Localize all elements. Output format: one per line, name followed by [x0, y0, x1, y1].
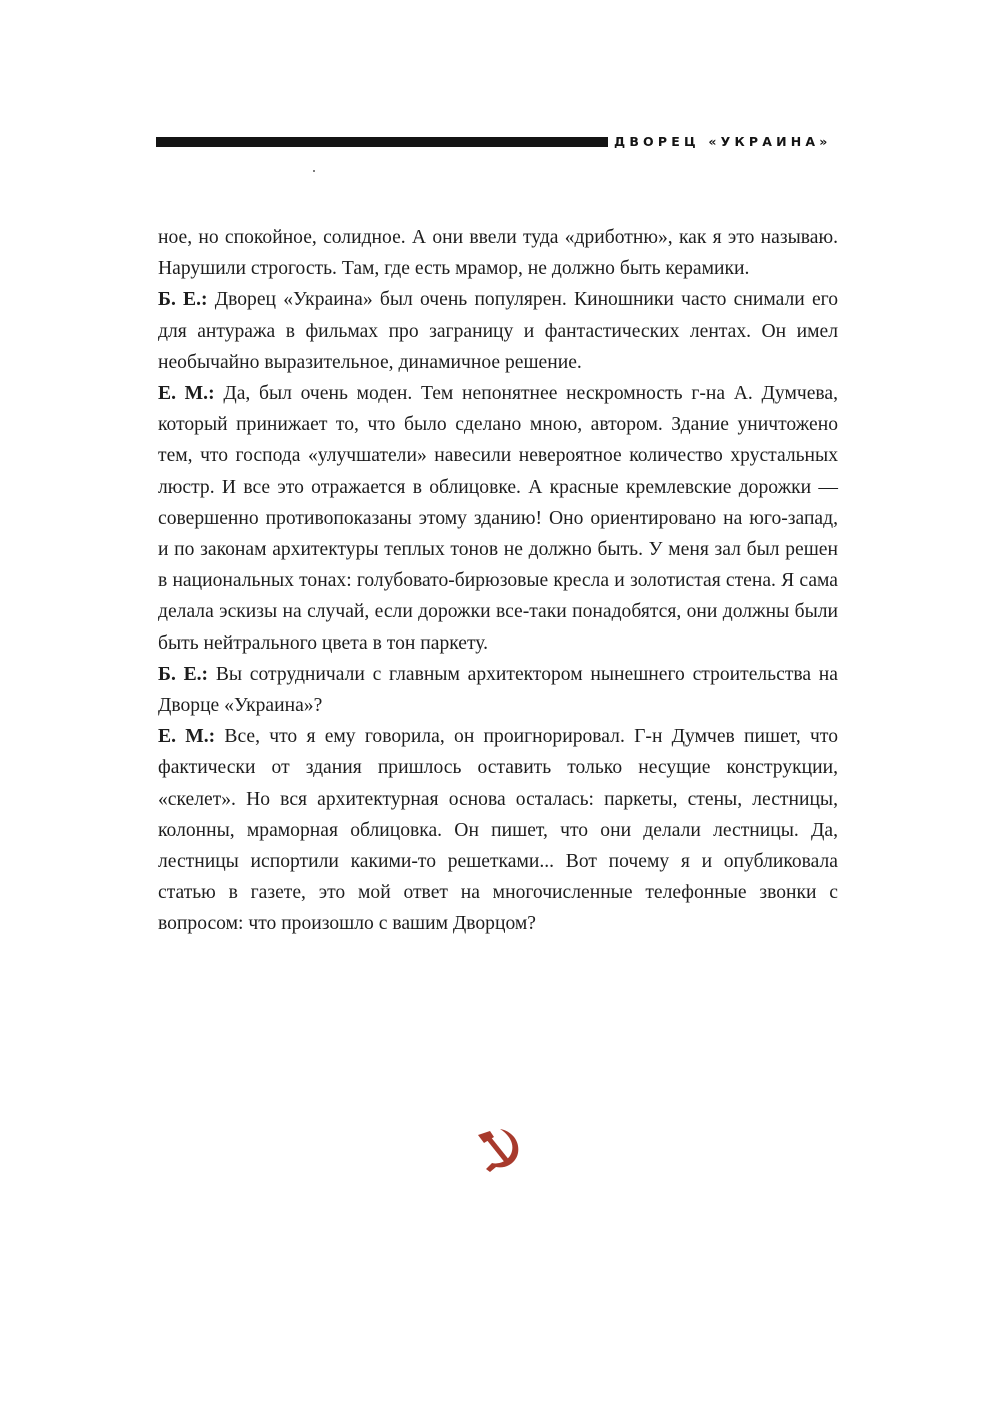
print-speck — [313, 170, 315, 172]
paragraph-be-2 — [158, 659, 838, 721]
paragraph-text: Дворец «Украина» был очень популярен. Киношники часто снимали его для антуража в фильмах про заграницу и фантастических лентах. Он имел необычайно выразительное, динамичное решение. — [158, 289, 838, 373]
paragraph-continuation — [158, 222, 838, 284]
speaker-label: Е. М.: — [158, 726, 216, 748]
speaker-label: Б. Е.: — [158, 289, 208, 311]
article-body — [158, 222, 838, 940]
paragraph-text: Все, что я ему говорила, он проигнорировал. Г-н Думчев пишет, что фактически от здания пришлось оставить только несущие конструкции, «скелет». Но вся архитектурная основа осталась: паркеты, стены, лестницы, колонны, мраморная облицовка. Он пишет, что они делали лестницы. Да, лестницы испортили какими-то решетками... Вот почему я и опубликовала статью в газете, это мой ответ на многочисленные телефонные звонки с вопросом: что произошло с вашим Дворцом? — [158, 726, 838, 935]
header-rule — [156, 137, 608, 147]
speaker-label: Б. Е.: — [158, 663, 209, 685]
paragraph-em-2 — [158, 721, 838, 939]
hammer-and-sickle-icon — [470, 1125, 528, 1173]
running-header: ДВОРЕЦ «УКРАИНА» — [614, 134, 832, 149]
paragraph-text: Да, был очень моден. Тем непонятнее нескромность г-на А. Думчева, который принижает то, что было сделано мною, автором. Здание уничтожено тем, что господа «улучшатели» навесили невероятное количество хрустальных люстр. И все это отражается в облицовке. А красные кремлевские дорожки — совершенно противопоказаны этому зданию! Оно ориентировано на юго-запад, и по законам архитектуры теплых тонов не должно быть. У меня зал был решен в национальных тонах: голубовато-бирюзовые кресла и золотистая стена. Я сама делала эскизы на случай, если дорожки все-таки понадобятся, они должны были быть нейтрального цвета в тон паркету. — [158, 383, 838, 654]
paragraph-em-1 — [158, 378, 838, 659]
paragraph-text: Вы сотрудничали с главным архитектором нынешнего строительства на Дворце «Украина»? — [158, 663, 838, 717]
speaker-label: Е. М.: — [158, 383, 215, 405]
paragraph-be-1 — [158, 284, 838, 378]
paragraph-text: ное, но спокойное, солидное. А они ввели туда «дриботню», как я это называю. Нарушили строгость. Там, где есть мрамор, не должно быть керамики. — [158, 227, 838, 280]
